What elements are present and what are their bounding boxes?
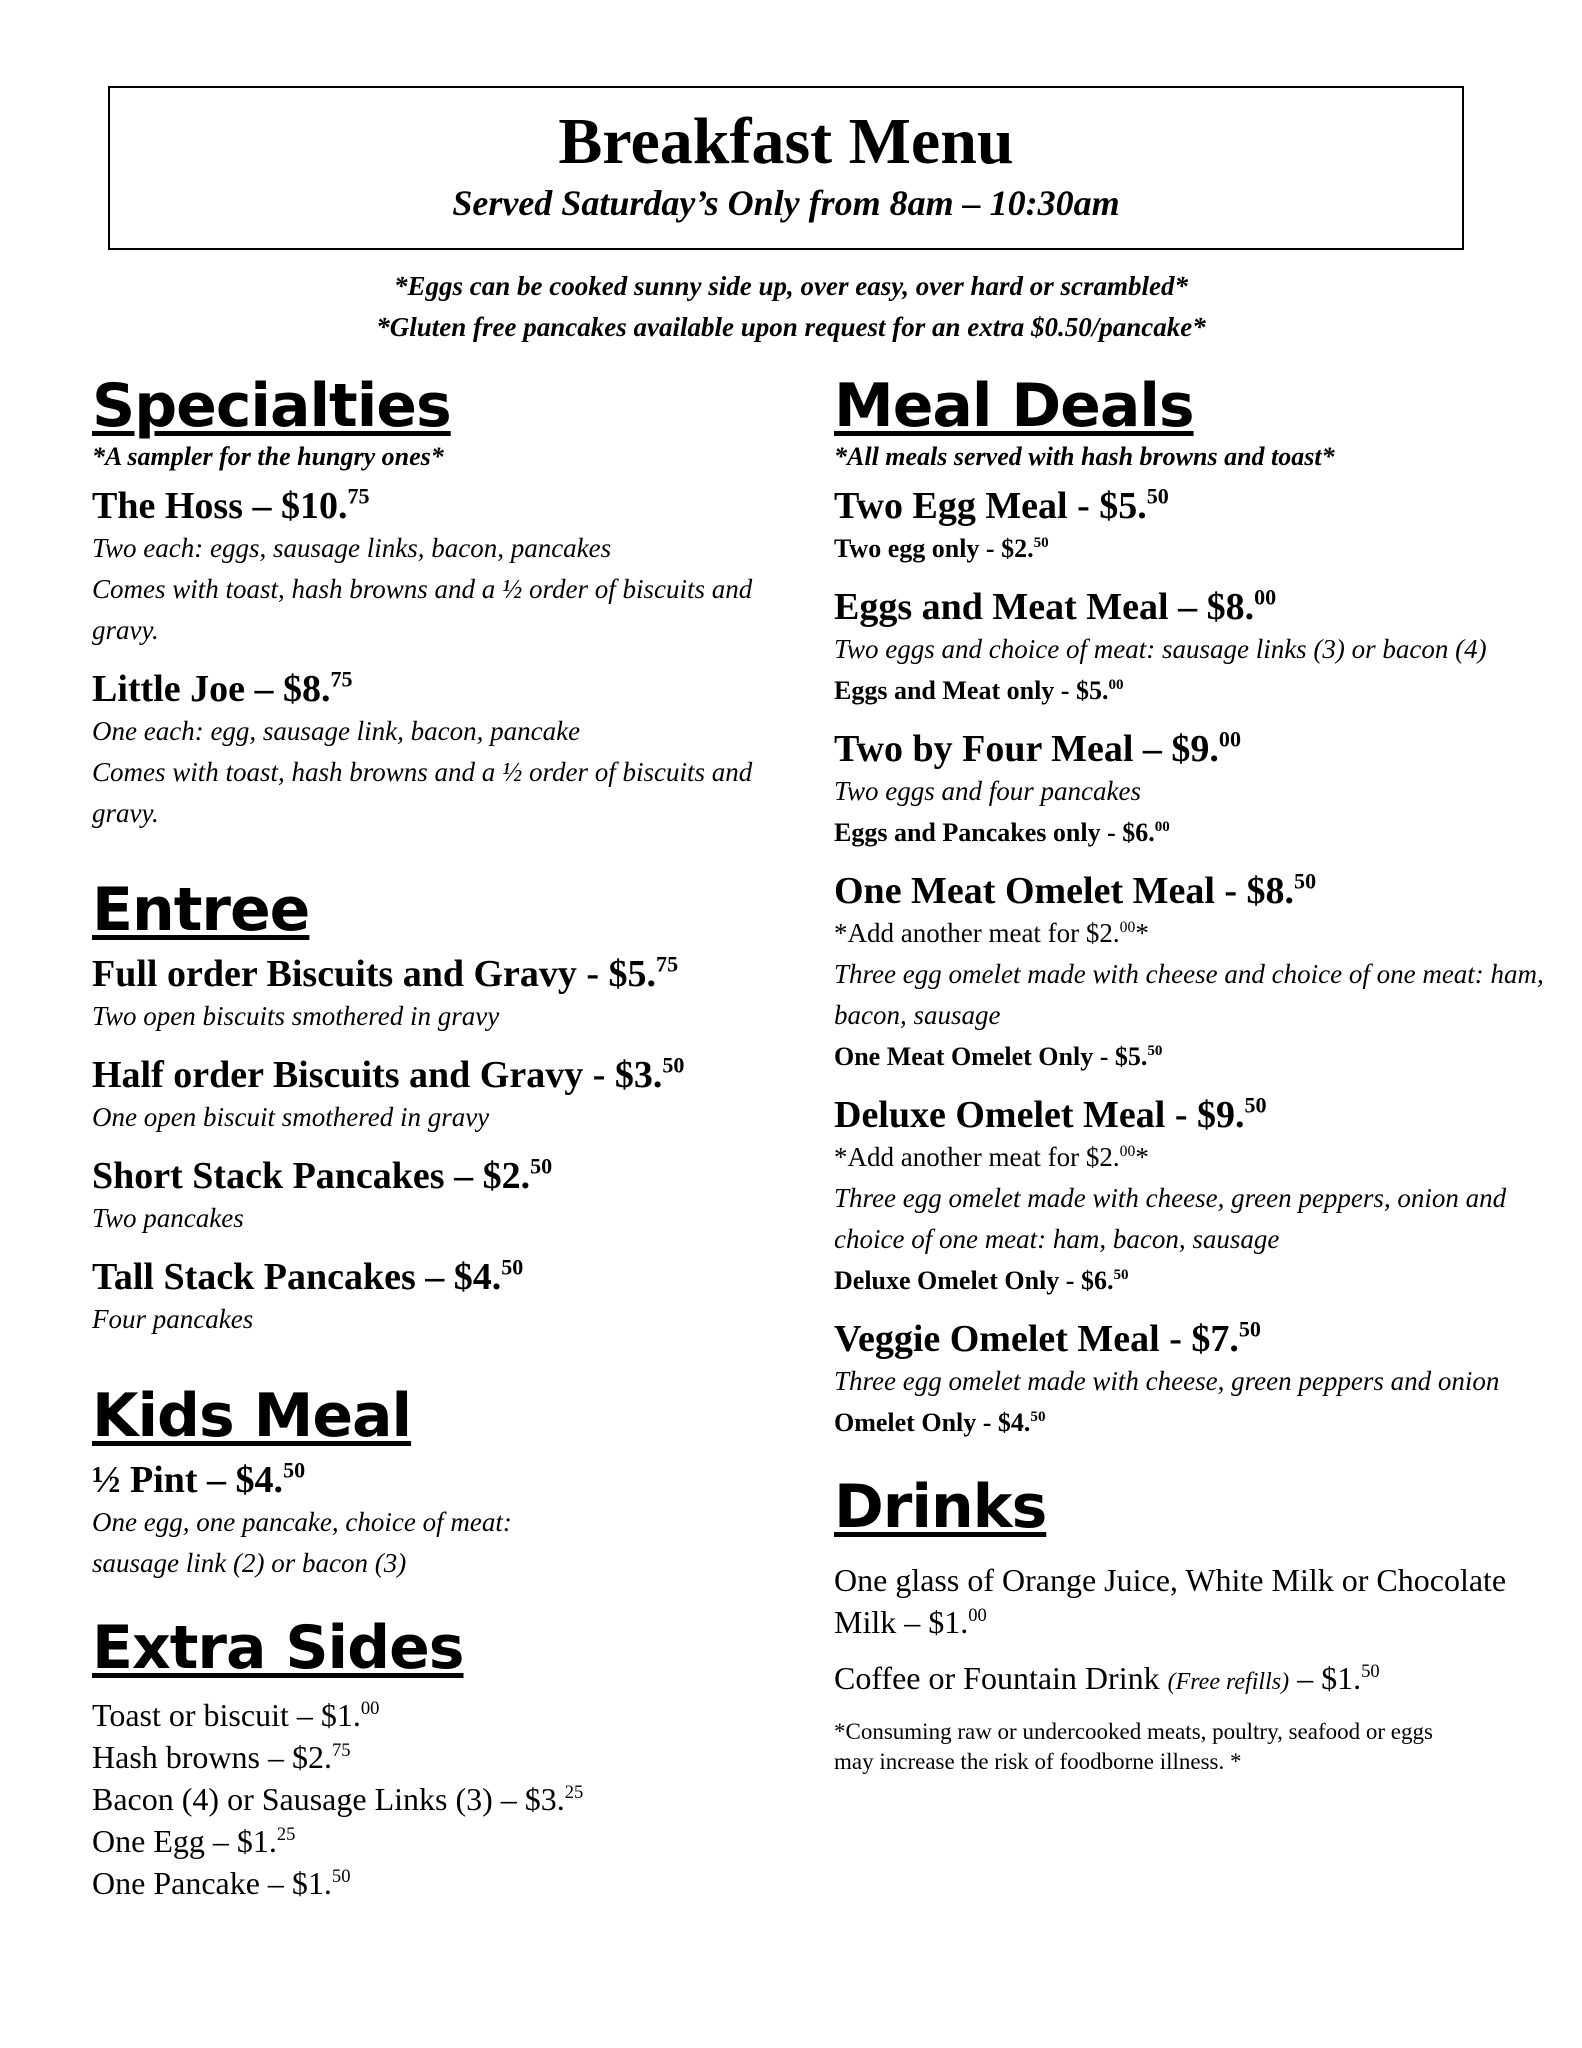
- item-desc: Two pancakes: [92, 1203, 244, 1233]
- menu-item-full-biscuits: [92, 952, 792, 1037]
- menu-item-half-pint: [92, 1458, 792, 1584]
- menu-item-deluxe-omelet: [834, 1093, 1554, 1301]
- specialties-note: *A sampler for the hungry ones*: [92, 442, 444, 471]
- menu-item-veggie-omelet: [834, 1317, 1554, 1443]
- item-desc: Four pancakes: [92, 1304, 254, 1334]
- item-name: Veggie Omelet Meal - $7.50: [834, 1316, 1261, 1360]
- item-name: Full order Biscuits and Gravy - $5.75: [92, 951, 679, 995]
- item-only-price: Eggs and Pancakes only - $6.00: [834, 818, 1170, 847]
- heading-kids-meal: Kids Meal: [92, 1381, 412, 1451]
- item-name: One Meat Omelet Meal - $8.50: [834, 868, 1317, 912]
- menu-subtitle: Served Saturday’s Only from 8am – 10:30am: [452, 183, 1120, 223]
- item-desc: sausage link (2) or bacon (3): [92, 1548, 407, 1578]
- item-name: Tall Stack Pancakes – $4.50: [92, 1254, 524, 1298]
- item-desc: One open biscuit smothered in gravy: [92, 1102, 490, 1132]
- item-only-price: Deluxe Omelet Only - $6.50: [834, 1266, 1129, 1295]
- note-gluten-free: *Gluten free pancakes available upon request for an extra $0.50/pancake*: [376, 312, 1206, 342]
- note-eggs: *Eggs can be cooked sunny side up, over easy, over hard or scrambled*: [394, 271, 1188, 301]
- item-name: Short Stack Pancakes – $2.50: [92, 1153, 553, 1197]
- heading-drinks: Drinks: [834, 1472, 1047, 1542]
- add-meat-note: *Add another meat for $2.00*: [834, 918, 1149, 948]
- section-drinks: [834, 1473, 1554, 1777]
- menu-item-short-stack: [92, 1154, 792, 1239]
- left-column: [92, 372, 792, 1904]
- item-desc: Comes with toast, hash browns and a ½ order of biscuits and gravy.: [92, 574, 753, 645]
- side-item: One Egg – $1.25: [92, 1823, 296, 1859]
- heading-entree: Entree: [92, 875, 310, 945]
- meal-deals-note: *All meals served with hash browns and toast*: [834, 442, 1335, 471]
- menu-item-little-joe: [92, 667, 792, 834]
- side-item: One Pancake – $1.50: [92, 1865, 351, 1901]
- egg-notes: [0, 266, 1582, 348]
- item-only-price: One Meat Omelet Only - $5.50: [834, 1042, 1163, 1071]
- foodborne-disclaimer: *Consuming raw or undercooked meats, poultry, seafood or eggs may increase the risk of foodborne illness. *: [834, 1719, 1433, 1774]
- item-desc: Comes with toast, hash browns and a ½ order of biscuits and gravy.: [92, 757, 753, 828]
- menu-item-one-meat-omelet: [834, 869, 1554, 1077]
- item-desc: Two eggs and choice of meat: sausage links (3) or bacon (4): [834, 634, 1487, 664]
- item-desc: Three egg omelet made with cheese, green peppers, onion and choice of one meat: ham, bacon, sausage: [834, 1183, 1507, 1254]
- item-name: Half order Biscuits and Gravy - $3.50: [92, 1052, 685, 1096]
- add-meat-note: *Add another meat for $2.00*: [834, 1142, 1149, 1172]
- menu-item-eggs-meat-meal: [834, 585, 1554, 711]
- right-column: [834, 372, 1554, 1777]
- side-item: Toast or biscuit – $1.00: [92, 1697, 380, 1733]
- section-meal-deals: [834, 372, 1554, 1443]
- item-name: Two by Four Meal – $9.00: [834, 726, 1241, 770]
- item-only-price: Eggs and Meat only - $5.00: [834, 676, 1124, 705]
- menu-item-two-egg-meal: [834, 484, 1554, 569]
- drink-item-juice-milk: One glass of Orange Juice, White Milk or Chocolate Milk – $1.00: [834, 1562, 1507, 1640]
- section-specialties: [92, 372, 792, 834]
- item-desc: Two eggs and four pancakes: [834, 776, 1141, 806]
- section-extra-sides: [92, 1614, 792, 1904]
- item-desc: Two open biscuits smothered in gravy: [92, 1001, 500, 1031]
- side-item: Hash browns – $2.75: [92, 1739, 351, 1775]
- menu-item-two-by-four: [834, 727, 1554, 853]
- section-entree: [92, 876, 792, 1340]
- item-desc: Two each: eggs, sausage links, bacon, pancakes: [92, 533, 612, 563]
- item-desc: One egg, one pancake, choice of meat:: [92, 1507, 512, 1537]
- item-name: The Hoss – $10.75: [92, 483, 370, 527]
- menu-item-half-biscuits: [92, 1053, 792, 1138]
- item-desc: Three egg omelet made with cheese, green peppers and onion: [834, 1366, 1500, 1396]
- title-box: [108, 86, 1464, 250]
- item-desc: Three egg omelet made with cheese and choice of one meat: ham, bacon, sausage: [834, 959, 1544, 1030]
- item-only-price: Two egg only - $2.50: [834, 534, 1049, 563]
- item-desc: One each: egg, sausage link, bacon, pancake: [92, 716, 581, 746]
- section-kids-meal: [92, 1382, 792, 1584]
- menu-title: Breakfast Menu: [558, 105, 1014, 178]
- item-name: Deluxe Omelet Meal - $9.50: [834, 1092, 1267, 1136]
- item-name: Eggs and Meat Meal – $8.00: [834, 584, 1277, 628]
- heading-meal-deals: Meal Deals: [834, 371, 1194, 441]
- drink-item-coffee: Coffee or Fountain Drink (Free refills) – $1.50: [834, 1660, 1380, 1696]
- item-name: Two Egg Meal - $5.50: [834, 483, 1169, 527]
- heading-extra-sides: Extra Sides: [92, 1613, 464, 1683]
- menu-item-tall-stack: [92, 1255, 792, 1340]
- menu-item-the-hoss: [92, 484, 792, 651]
- heading-specialties: Specialties: [92, 371, 451, 441]
- item-only-price: Omelet Only - $4.50: [834, 1408, 1046, 1437]
- item-name: Little Joe – $8.75: [92, 666, 353, 710]
- side-item: Bacon (4) or Sausage Links (3) – $3.25: [92, 1781, 584, 1817]
- item-name: ½ Pint – $4.50: [92, 1457, 306, 1501]
